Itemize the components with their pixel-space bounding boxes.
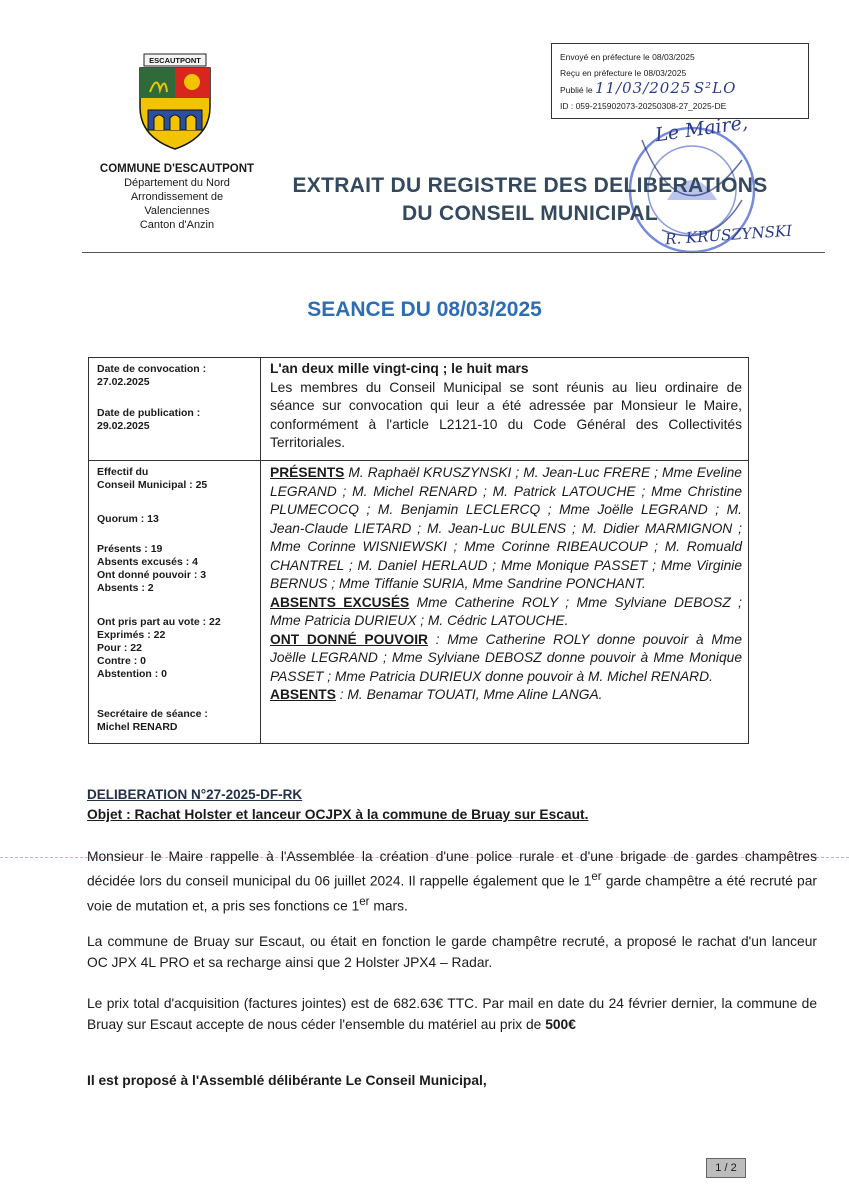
vote-stats [97, 616, 257, 681]
publication-cell [97, 407, 257, 433]
p1-part-b: garde champêtre a été recruté par voie de mutation et, a pris ses fonctions ce 1 [87, 873, 817, 914]
absents-paragraph [270, 686, 742, 705]
convocation-cell [97, 363, 257, 389]
absents-count: Absents : 2 [97, 582, 154, 594]
p1-sup-1: er [591, 871, 602, 883]
commune-block [92, 162, 262, 232]
presents-paragraph [270, 464, 742, 594]
pour-count: Pour : 22 [97, 642, 142, 654]
header-divider [82, 252, 825, 253]
p1-part-a: Monsieur le Maire rappelle à l'Assemblée la création d'une police rurale et d'une brigade de gardes champêtres décidée lors du conseil municipal du 06 juillet 2024. Il rappelle également que le 1 [87, 849, 817, 889]
intro-text: Les membres du Conseil Municipal se sont réunis au lieu ordinaire de séance sur convocation qui leur a été adressée par Monsieur le Maire, conformément à l'article L2121-10 du Code Général des Collectivités Territoriales. [270, 379, 742, 450]
paragraph-3 [87, 993, 817, 1035]
stamp-publie [560, 81, 800, 99]
stamp-recu: Reçu en préfecture le 08/03/2025 [560, 67, 687, 78]
intro-title: L'an deux mille vingt-cinq ; le huit mars [270, 361, 529, 376]
presents-text: M. Raphaël KRUSZYNSKI ; M. Jean-Luc FRERE ; Mme Eveline LEGRAND ; M. Michel RENARD ; M. Patrick LATOUCHE ; Mme Christine PLUMECOCQ ; M. Benjamin LECLERCQ ; Mme Joëlle LEGRAND ; M. Jean-Claude LIETARD ; M. Jean-Luc BULENS ; M. Didier MARMIGNON ; Mme Corinne WISNIEWSKI ; Mme Corinne RIBEAUCOUP ; M. Romuald CHANTREL ; M. Daniel HERLAUD ; Mme Monique PASSET ; Mme Virginie BERNUS ; Mme Tiffanie SURIA, Mme Sandrine PONCHANT. [270, 465, 742, 591]
absents-excuses-paragraph [270, 594, 742, 631]
commune-name: COMMUNE D'ESCAUTPONT [99, 163, 255, 175]
vote-count: Ont pris part au vote : 22 [97, 616, 221, 628]
seance-title: SEANCE DU 08/03/2025 [307, 298, 542, 321]
presents-heading: PRÉSENTS [270, 465, 345, 480]
logo-banner-text: ESCAUTPONT [149, 56, 201, 65]
deliberation-number: DELIBERATION N°27-2025-DF-RK [87, 787, 303, 802]
secretaire-label: Secrétaire de séance : [97, 708, 208, 720]
commune-arrondissement: Arrondissement de [130, 191, 224, 203]
stamp-publie-label: Publié le [560, 85, 593, 95]
commune-logo [130, 52, 220, 152]
abstention-count: Abstention : 0 [97, 668, 167, 680]
effectif-label: Effectif du [97, 466, 149, 478]
presents-stats [97, 543, 257, 595]
convocation-label: Date de convocation : [97, 363, 207, 375]
paragraph-2: La commune de Bruay sur Escaut, ou était en fonction le garde champêtre recruté, a proposé le rachat d'un lanceur OC JPX 4L PRO et sa recharge ainsi que 2 Holster JPX4 – Radar. [87, 934, 817, 970]
effectif-value: Conseil Municipal : 25 [97, 479, 208, 491]
contre-count: Contre : 0 [97, 655, 147, 667]
proposal-line: Il est proposé à l'Assemblé délibérante Le Conseil Municipal, [87, 1073, 487, 1088]
table-row-divider [88, 460, 749, 461]
exprimes-count: Exprimés : 22 [97, 629, 166, 641]
quorum: Quorum : 13 [97, 513, 159, 525]
p1-sup-2: er [359, 895, 370, 908]
prefecture-stamp-box [551, 43, 809, 119]
pouvoir-paragraph [270, 631, 742, 687]
pouvoirs-count: Ont donné pouvoir : 3 [97, 569, 207, 581]
pouvoir-text: : Mme Catherine ROLY donne pouvoir à Mme Joëlle LEGRAND ; Mme Sylviane DEBOSZ donne pouvoir à Mme Monique PASSET ; Mme Patricia DURIEUX donne pouvoir à M. Michel RENARD. [270, 631, 742, 684]
p3-price: 500€ [545, 1017, 576, 1032]
publication-label: Date de publication : [97, 407, 201, 419]
attendance-cell [270, 464, 742, 705]
paragraph-1 [87, 846, 817, 916]
p3-part-a: Le prix total d'acquisition (factures jointes) est de 682.63€ TTC. Par mail en date du 24 février dernier, la commune de Bruay sur Escaut accepte de nous céder l'ensemble du matériel au prix de [87, 996, 817, 1032]
presents-count: Présents : 19 [97, 543, 163, 555]
absents-excuses-text: Mme Catherine ROLY ; Mme Sylviane DEBOSZ ; Mme Patricia DURIEUX ; M. Cédric LATOUCHE. [270, 594, 742, 628]
commune-canton: Canton d'Anzin [139, 219, 215, 231]
commune-departement: Département du Nord [124, 177, 230, 189]
effectif-cell [97, 466, 257, 492]
signature-name: R. KRUSZYNSKI [664, 221, 793, 249]
publication-date: 29.02.2025 [97, 420, 150, 432]
register-title [285, 172, 775, 228]
signature-maire: Le Maire, [653, 111, 750, 147]
stamp-publie-id: S²LO [693, 79, 737, 97]
absents-excuses-heading: ABSENTS EXCUSÉS [270, 594, 410, 610]
pouvoir-heading: ONT DONNÉ POUVOIR [270, 631, 428, 647]
convocation-date: 27.02.2025 [97, 376, 150, 388]
p1-part-c: mars. [369, 898, 408, 914]
absents-heading: ABSENTS [270, 687, 336, 702]
absents-text: : M. Benamar TOUATI, Mme Aline LANGA. [335, 687, 603, 702]
absents-excuses-count: Absents excusés : 4 [97, 556, 198, 568]
secretaire-cell [97, 708, 257, 734]
intro-cell [270, 360, 742, 453]
page-number: 1 / 2 [706, 1158, 746, 1178]
stamp-envoye: Envoyé en préfecture le 08/03/2025 [560, 52, 695, 62]
commune-valenciennes: Valenciennes [144, 205, 210, 217]
secretaire-name: Michel RENARD [97, 721, 178, 733]
stamp-id: ID : 059-215902073-20250308-27_2025-DE [560, 100, 727, 111]
deliberation-objet: Objet : Rachat Holster et lanceur OCJPX à la commune de Bruay sur Escaut. [87, 807, 589, 822]
register-title-line2: DU CONSEIL MUNICIPAL [401, 202, 659, 225]
stamp-publie-date: 11/03/2025 [594, 79, 692, 97]
table-column-divider [260, 357, 261, 744]
register-title-line1: EXTRAIT DU REGISTRE DES DELIBERATIONS [292, 174, 768, 197]
